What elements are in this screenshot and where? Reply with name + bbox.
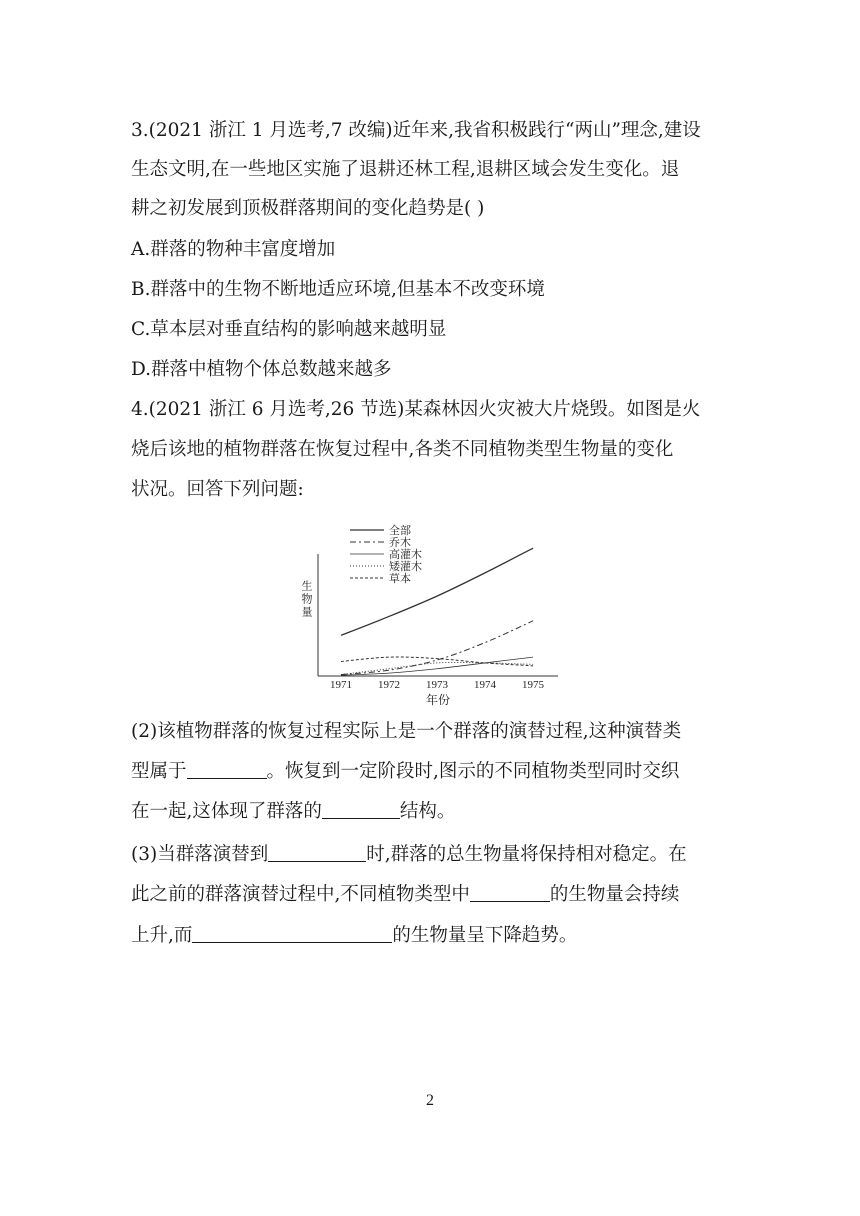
answer-blank-succession-type[interactable] (187, 760, 267, 779)
legend-label: 高灌木 (389, 549, 422, 561)
x-axis-label: 年份 (425, 693, 451, 707)
page-number: 2 (426, 1092, 434, 1109)
y-axis-label: 生物量 (300, 580, 312, 619)
q4-3-line-1 (131, 843, 687, 867)
legend-label: 全部 (389, 525, 411, 537)
q4-3-line-3 (131, 924, 577, 948)
q3-option-b: B.群落中的生物不断地适应环境,但基本不改变环境 (131, 279, 545, 300)
q3-line-2: 生态文明,在一些地区实施了退耕还林工程,退耕区域会发生变化。退 (131, 159, 680, 180)
legend-label: 草本 (389, 573, 411, 585)
x-tick-label: 1975 (522, 679, 544, 691)
q4-2-line-3 (131, 800, 455, 824)
q4-3-text-c: 此之前的群落演替过程中,不同植物类型中 (131, 884, 470, 905)
biomass-line-chart (296, 518, 564, 712)
answer-blank-stage[interactable] (268, 843, 366, 862)
chart-series (341, 548, 533, 675)
answer-blank-declining[interactable] (192, 924, 392, 943)
chart-legend (350, 523, 422, 585)
x-tick-label: 1972 (378, 679, 400, 691)
q3-line-1: 3.(2021 浙江 1 月选考,7 改编)近年来,我省积极践行“两山”理念,建设 (131, 120, 701, 141)
q4-2-line-2 (131, 760, 679, 784)
q4-2-text-a: 型属于 (131, 761, 187, 782)
q3-option-d: D.群落中植物个体总数越来越多 (131, 359, 392, 380)
series-line-草本 (341, 657, 533, 666)
series-line-全部 (341, 548, 533, 635)
q4-2-line-1: (2)该植物群落的恢复过程实际上是一个群落的演替过程,这种演替类 (131, 721, 682, 742)
q4-3-text-b: 时,群落的总生物量将保持相对稳定。在 (366, 844, 687, 865)
x-tick-label: 1973 (426, 679, 448, 691)
q4-3-text-d: 的生物量会持续 (549, 884, 680, 905)
q4-3-line-2 (131, 883, 679, 907)
x-tick-labels (330, 679, 545, 691)
q3-option-a: A.群落的物种丰富度增加 (131, 239, 336, 260)
q4-2-text-b: 。恢复到一定阶段时,图示的不同植物类型同时交织 (266, 761, 680, 782)
legend-label: 乔木 (389, 537, 411, 549)
answer-blank-structure[interactable] (322, 800, 400, 819)
q4-line-1: 4.(2021 浙江 6 月选考,26 节选)某森林因火灾被大片烧毁。如图是火 (131, 399, 701, 420)
q4-3-text-a: (3)当群落演替到 (131, 844, 269, 865)
q4-3-text-f: 的生物量呈下降趋势。 (392, 925, 578, 946)
q3-line-3: 耕之初发展到顶极群落期间的变化趋势是( ) (131, 198, 485, 219)
series-line-乔木 (341, 621, 533, 675)
q4-2-text-c: 在一起,这体现了群落的 (131, 801, 322, 822)
legend-label: 矮灌木 (389, 561, 422, 573)
q4-3-text-e: 上升,而 (131, 925, 193, 946)
q4-2-text-d: 结构。 (399, 801, 456, 822)
q4-line-3: 状况。回答下列问题: (131, 479, 304, 500)
answer-blank-rising[interactable] (470, 883, 550, 902)
x-tick-label: 1974 (474, 679, 496, 691)
q3-option-c: C.草本层对垂直结构的影响越来越明显 (131, 319, 447, 340)
q4-line-2: 烧后该地的植物群落在恢复过程中,各类不同植物类型生物量的变化 (131, 439, 674, 460)
x-tick-label: 1971 (330, 679, 352, 691)
